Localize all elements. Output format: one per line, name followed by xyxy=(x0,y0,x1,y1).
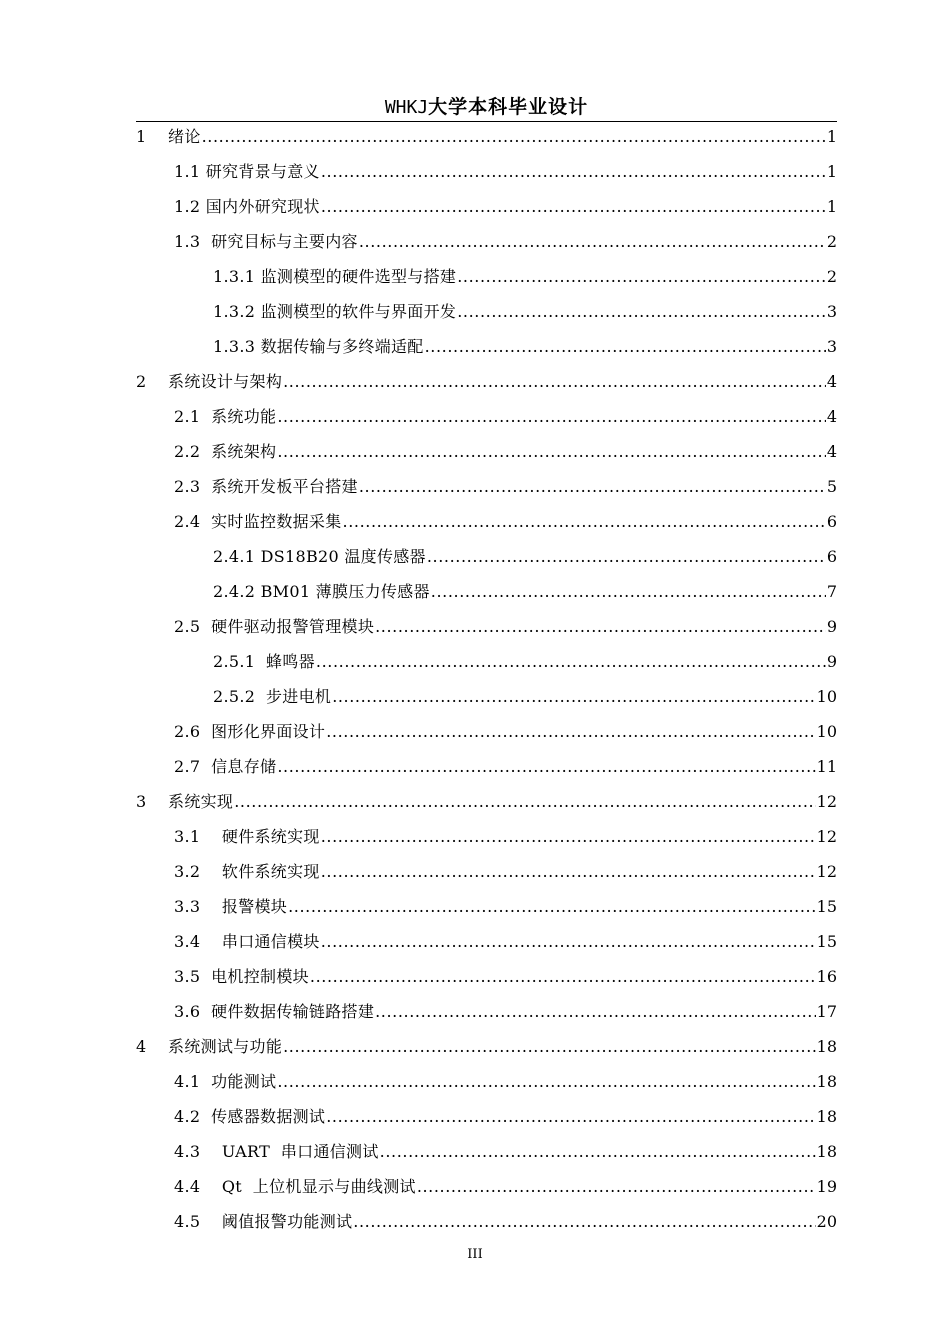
toc-entry[interactable] xyxy=(136,892,837,922)
toc-entry-page: 6 xyxy=(826,547,837,566)
toc-entry[interactable] xyxy=(136,402,837,432)
toc-dot-leader xyxy=(321,157,826,187)
toc-entry-title: 2.5 硬件驱动报警管理模块 xyxy=(174,617,375,636)
toc-entry[interactable] xyxy=(136,857,837,887)
toc-entry-page: 1 xyxy=(826,162,837,181)
toc-entry-title: 1.3.2 监测模型的软件与界面开发 xyxy=(213,302,457,321)
toc-entry-title: 2.4 实时监控数据采集 xyxy=(174,512,342,531)
toc-entry-page: 5 xyxy=(826,477,837,496)
toc-entry[interactable] xyxy=(136,367,837,397)
toc-dot-leader xyxy=(277,752,815,782)
toc-dot-leader xyxy=(321,822,816,852)
toc-dot-leader xyxy=(431,577,826,607)
toc-dot-leader xyxy=(283,367,826,397)
toc-entry-title: 2.5.2 步进电机 xyxy=(213,687,332,706)
toc-entry-page: 16 xyxy=(816,967,837,986)
toc-entry-title: 3 系统实现 xyxy=(136,792,234,811)
toc-entry[interactable] xyxy=(136,1032,837,1062)
toc-entry-title: 2.2 系统架构 xyxy=(174,442,277,461)
toc-entry-page: 1 xyxy=(826,197,837,216)
toc-dot-leader xyxy=(417,1172,816,1202)
toc-dot-leader xyxy=(288,892,816,922)
toc-entry-title: 3.5 电机控制模块 xyxy=(174,967,309,986)
toc-entry-page: 4 xyxy=(826,372,837,391)
toc-entry-title: 3.2 软件系统实现 xyxy=(174,862,320,881)
page-header xyxy=(136,94,837,122)
toc-entry-title: 1.3.1 监测模型的硬件选型与搭建 xyxy=(213,267,457,286)
toc-entry-page: 2 xyxy=(826,267,837,286)
header-latin: WHKJ xyxy=(384,97,429,118)
toc-entry-title: 2.6 图形化界面设计 xyxy=(174,722,326,741)
toc-entry-page: 3 xyxy=(826,302,837,321)
toc-entry[interactable] xyxy=(136,192,837,222)
toc-dot-leader xyxy=(425,332,826,362)
toc-dot-leader xyxy=(277,437,825,467)
toc-dot-leader xyxy=(283,1032,816,1062)
toc-entry-page: 20 xyxy=(816,1212,837,1231)
toc-dot-leader xyxy=(359,472,826,502)
toc-entry-title: 4.1 功能测试 xyxy=(174,1072,277,1091)
toc-entry[interactable] xyxy=(136,682,837,712)
toc-entry-page: 2 xyxy=(826,232,837,251)
toc-dot-leader xyxy=(375,997,816,1027)
toc-dot-leader xyxy=(316,647,826,677)
toc-entry[interactable] xyxy=(136,1172,837,1202)
toc-entry-page: 15 xyxy=(816,897,837,916)
toc-entry[interactable] xyxy=(136,1067,837,1097)
toc-dot-leader xyxy=(310,962,816,992)
toc-entry-page: 10 xyxy=(816,722,837,741)
toc-entry-title: 4 系统测试与功能 xyxy=(136,1037,283,1056)
toc-entry[interactable] xyxy=(136,1137,837,1167)
toc-entry[interactable] xyxy=(136,612,837,642)
toc-dot-leader xyxy=(326,717,815,747)
toc-dot-leader xyxy=(353,1207,815,1237)
toc-entry-title: 2.5.1 蜂鸣器 xyxy=(213,652,315,671)
toc-entry[interactable] xyxy=(136,927,837,957)
toc-entry[interactable] xyxy=(136,822,837,852)
toc-entry-title: 4.2 传感器数据测试 xyxy=(174,1107,326,1126)
toc-entry-page: 17 xyxy=(816,1002,837,1021)
toc-entry[interactable] xyxy=(136,507,837,537)
toc-entry[interactable] xyxy=(136,717,837,747)
toc-entry-page: 3 xyxy=(826,337,837,356)
toc-entry-title: 3.1 硬件系统实现 xyxy=(174,827,320,846)
toc-dot-leader xyxy=(277,402,825,432)
toc-dot-leader xyxy=(234,787,815,817)
toc-entry[interactable] xyxy=(136,962,837,992)
toc-entry-title: 4.3 UART 串口通信测试 xyxy=(174,1142,379,1161)
toc-entry-page: 18 xyxy=(816,1107,837,1126)
toc-entry[interactable] xyxy=(136,227,837,257)
toc-dot-leader xyxy=(343,507,826,537)
toc-entry[interactable] xyxy=(136,787,837,817)
toc-entry-page: 12 xyxy=(816,827,837,846)
toc-entry-title: 1.3.3 数据传输与多终端适配 xyxy=(213,337,424,356)
toc-dot-leader xyxy=(321,857,816,887)
toc-dot-leader xyxy=(202,122,826,152)
toc-entry-page: 18 xyxy=(816,1142,837,1161)
toc-entry[interactable] xyxy=(136,542,837,572)
toc-entry-page: 19 xyxy=(816,1177,837,1196)
toc-entry[interactable] xyxy=(136,437,837,467)
header-title: 大学本科毕业设计 xyxy=(428,96,589,118)
toc-entry-title: 3.4 串口通信模块 xyxy=(174,932,320,951)
toc-entry-title: 2.4.2 BM01 薄膜压力传感器 xyxy=(213,582,430,601)
toc-dot-leader xyxy=(321,927,816,957)
toc-dot-leader xyxy=(321,192,826,222)
toc-entry-page: 9 xyxy=(826,617,837,636)
toc-entry-title: 2 系统设计与架构 xyxy=(136,372,283,391)
toc-dot-leader xyxy=(457,262,826,292)
toc-entry-title: 2.7 信息存储 xyxy=(174,757,277,776)
toc-dot-leader xyxy=(427,542,826,572)
toc-entry-page: 12 xyxy=(816,862,837,881)
toc-entry[interactable] xyxy=(136,262,837,292)
toc-entry-title: 1.2 国内外研究现状 xyxy=(174,197,320,216)
toc-dot-leader xyxy=(380,1137,816,1167)
toc-entry[interactable] xyxy=(136,472,837,502)
toc-entry-title: 4.4 Qt 上位机显示与曲线测试 xyxy=(174,1177,416,1196)
toc-entry-title: 1 绪论 xyxy=(136,127,201,146)
toc-entry-page: 4 xyxy=(826,407,837,426)
toc-entry-title: 2.1 系统功能 xyxy=(174,407,277,426)
toc-entry-page: 18 xyxy=(816,1072,837,1091)
toc-entry-title: 2.3 系统开发板平台搭建 xyxy=(174,477,358,496)
toc-entry-page: 4 xyxy=(826,442,837,461)
toc-entry-page: 18 xyxy=(816,1037,837,1056)
toc-entry[interactable] xyxy=(136,577,837,607)
toc-entry-title: 3.6 硬件数据传输链路搭建 xyxy=(174,1002,375,1021)
toc-entry-title: 4.5 阈值报警功能测试 xyxy=(174,1212,353,1231)
toc-entry[interactable] xyxy=(136,997,837,1027)
toc-dot-leader xyxy=(332,682,815,712)
toc-dot-leader xyxy=(457,297,826,327)
toc-entry-page: 10 xyxy=(816,687,837,706)
toc-entry-title: 2.4.1 DS18B20 温度传感器 xyxy=(213,547,426,566)
toc-entry-page: 1 xyxy=(826,127,837,146)
toc-entry[interactable] xyxy=(136,1207,837,1237)
toc-dot-leader xyxy=(277,1067,815,1097)
toc-entry-page: 7 xyxy=(826,582,837,601)
toc-entry-page: 9 xyxy=(826,652,837,671)
toc-entry[interactable] xyxy=(136,752,837,782)
toc-entry[interactable] xyxy=(136,297,837,327)
toc-entry-page: 15 xyxy=(816,932,837,951)
toc-entry[interactable] xyxy=(136,332,837,362)
toc-entry[interactable] xyxy=(136,647,837,677)
toc-dot-leader xyxy=(359,227,826,257)
toc-entry-page: 12 xyxy=(816,792,837,811)
toc-entry-title: 1.3 研究目标与主要内容 xyxy=(174,232,358,251)
toc-entry-page: 6 xyxy=(826,512,837,531)
toc-entry[interactable] xyxy=(136,157,837,187)
page-number: III xyxy=(467,1247,483,1262)
toc-entry-title: 3.3 报警模块 xyxy=(174,897,288,916)
toc-entry[interactable] xyxy=(136,122,837,152)
toc-entry[interactable] xyxy=(136,1102,837,1132)
toc-dot-leader xyxy=(326,1102,815,1132)
toc-entry-title: 1.1 研究背景与意义 xyxy=(174,162,320,181)
toc-entry-page: 11 xyxy=(816,757,837,776)
toc-dot-leader xyxy=(375,612,826,642)
